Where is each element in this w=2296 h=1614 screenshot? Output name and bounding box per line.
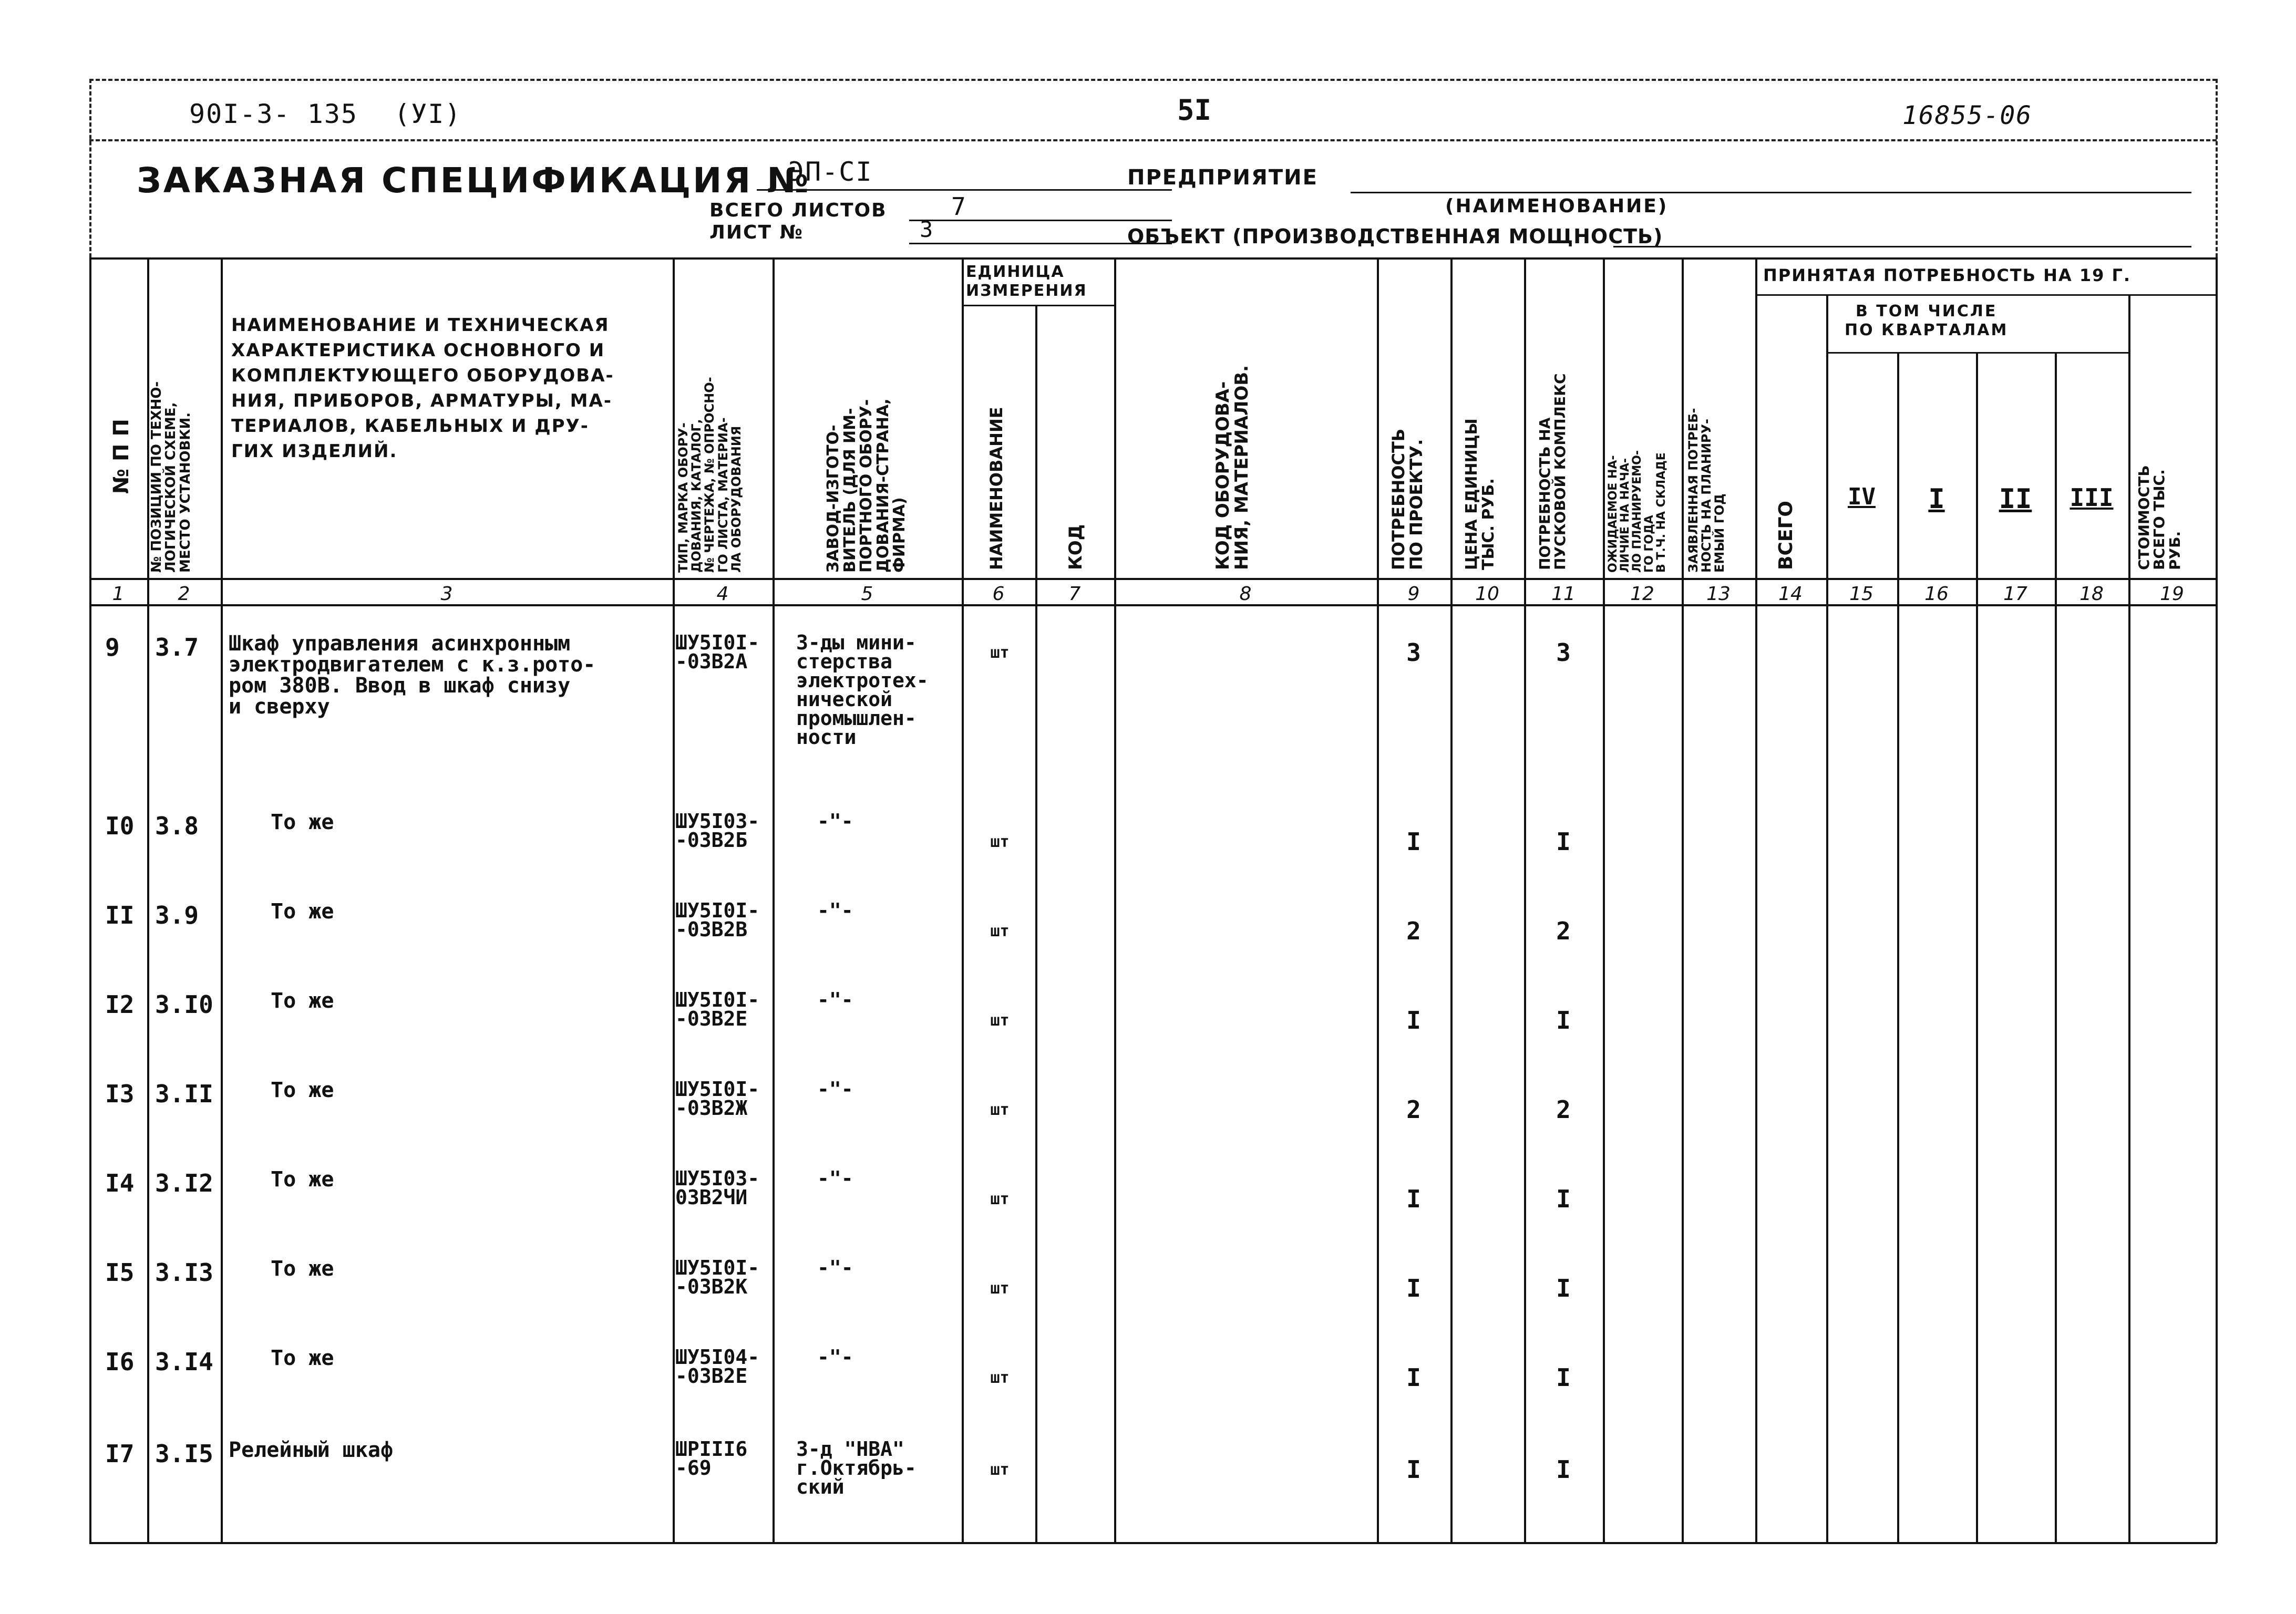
row-need-project: I — [1406, 1455, 1421, 1484]
column-number: 2 — [178, 583, 190, 605]
row-type-mark: ШУ5I04- -03В2Е — [675, 1346, 760, 1388]
row-position: 3.I4 — [155, 1348, 213, 1376]
column-number: 18 — [2079, 583, 2104, 605]
object-label: ОБЪЕКТ (ПРОИЗВОДСТВЕННАЯ МОЩНОСТЬ) — [1127, 225, 1663, 248]
header-col-1: № П П — [109, 419, 133, 494]
header-col-19: СТОИМОСТЬ ВСЕГО ТЫС. РУБ. — [2135, 465, 2184, 570]
enterprise-line — [1351, 192, 2191, 193]
enterprise-label: ПРЕДПРИЯТИЕ — [1127, 165, 1318, 190]
row-item-name: То же — [271, 1346, 334, 1370]
row-position: 3.9 — [155, 901, 199, 929]
row-type-mark: ШУ5I0I- -03В2К — [675, 1256, 760, 1298]
doc-suffix: (УI) — [394, 99, 462, 129]
row-item-name: Шкаф управления асинхронным электродвигателем с к.з.рото- ром 380В. Ввод в шкаф снизу и сверху — [229, 632, 596, 719]
column-number: 6 — [992, 583, 1005, 605]
unit-group-line — [962, 305, 1114, 306]
row-unit: шт — [990, 1279, 1010, 1298]
total-sheets-label: ВСЕГО ЛИСТОВ — [709, 200, 887, 221]
row-need-start-complex: I — [1556, 827, 1571, 856]
header-quarter-3: III — [2070, 483, 2114, 512]
row-need-start-complex: I — [1556, 1455, 1571, 1484]
column-number: 7 — [1068, 583, 1081, 605]
header-quarter-2: II — [1999, 483, 2032, 515]
column-number: 17 — [2003, 583, 2027, 605]
name-caption: (НАИМЕНОВАНИЕ) — [1445, 195, 1669, 217]
row-need-project: I — [1406, 1274, 1421, 1302]
row-number: I6 — [105, 1348, 135, 1376]
col-line-15 — [1897, 352, 1899, 1543]
header-quarter-1: I — [1928, 483, 1945, 515]
row-position: 3.I5 — [155, 1440, 213, 1468]
row-need-start-complex: I — [1556, 1274, 1571, 1302]
column-number: 12 — [1630, 583, 1654, 605]
header-col-12: ОЖИДАЕМОЕ НА- ЛИЧИЕ НА НАЧА- ЛО ПЛАНИРУЕМО- ГО ГОДА В Т.Ч. НА СКЛАДЕ — [1607, 450, 1669, 573]
column-number: 3 — [440, 583, 453, 605]
column-number: 10 — [1475, 583, 1499, 605]
row-number: I7 — [105, 1440, 135, 1468]
header-col-10: ЦЕНА ЕДИНИЦЫ ТЫС. РУБ. — [1463, 418, 1498, 570]
row-number: I4 — [105, 1169, 135, 1197]
total-sheets-value: 7 — [951, 192, 967, 221]
row-manufacturer: -"- — [817, 899, 853, 922]
doc-code: 90I-3- 135 — [189, 99, 358, 129]
sheet-number: 3 — [920, 216, 934, 242]
col-line-12 — [1682, 257, 1684, 1543]
column-number: 14 — [1778, 583, 1803, 605]
row-manufacturer: -"- — [817, 1256, 853, 1279]
col-line-7 — [1114, 257, 1116, 1543]
row-position: 3.7 — [155, 633, 199, 661]
header-separator-line — [89, 139, 2217, 141]
header-col-2: № ПОЗИЦИИ ПО ТЕХНО- ЛОГИЧЕСКОЙ СХЕМЕ, МЕСТО УСТАНОВКИ. — [149, 381, 193, 573]
col-line-6 — [1035, 305, 1037, 1543]
column-number: 1 — [112, 583, 125, 605]
header-quarters-group: В ТОМ ЧИСЛЕ ПО КВАРТАЛАМ — [1845, 302, 2009, 339]
column-number: 19 — [2160, 583, 2184, 605]
row-need-project: 2 — [1406, 917, 1421, 945]
row-unit: шт — [990, 1461, 1010, 1479]
row-unit: шт — [990, 833, 1010, 851]
header-bottom-line — [89, 578, 2217, 580]
row-need-project: 3 — [1406, 638, 1421, 667]
column-number: 5 — [861, 583, 873, 605]
row-type-mark: ШУ5I0I- -03В2Ж — [675, 1078, 760, 1120]
header-col-7: КОД — [1065, 524, 1086, 570]
header-col-6: НАИМЕНОВАНИЕ — [986, 407, 1006, 570]
column-number: 15 — [1849, 583, 1873, 605]
row-type-mark: ШУ5I03- 03В2ЧИ — [675, 1167, 760, 1209]
row-need-project: I — [1406, 827, 1421, 856]
row-number: I0 — [105, 812, 135, 840]
row-need-start-complex: 2 — [1556, 917, 1571, 945]
row-number: II — [105, 901, 135, 929]
column-number: 13 — [1706, 583, 1731, 605]
row-item-name: То же — [271, 810, 334, 834]
row-need-start-complex: I — [1556, 1185, 1571, 1213]
row-unit: шт — [990, 1011, 1010, 1030]
col-line-9 — [1450, 257, 1453, 1543]
row-need-project: I — [1406, 1363, 1421, 1392]
col-line-17 — [2055, 352, 2057, 1543]
header-accepted-group: ПРИНЯТАЯ ПОТРЕБНОСТЬ НА 19 Г. — [1763, 265, 2132, 285]
row-manufacturer: -"- — [817, 810, 853, 833]
row-type-mark: ШУ5I03- -03В2Б — [675, 810, 760, 852]
sheet-label: ЛИСТ № — [709, 222, 804, 243]
row-number: I3 — [105, 1080, 135, 1108]
header-col-13: ЗАЯВЛЕННАЯ ПОТРЕБ- НОСТЬ НА ПЛАНИРУ- ЕМЫЙ ГОД — [1686, 408, 1727, 573]
row-position: 3.I0 — [155, 990, 213, 1019]
header-col-11: ПОТРЕБНОСТЬ НА ПУСКОВОЙ КОМПЛЕКС — [1536, 373, 1569, 570]
row-type-mark: ШУ5I0I- -03В2Е — [675, 988, 760, 1030]
col-line-4 — [773, 257, 775, 1543]
row-need-project: I — [1406, 1185, 1421, 1213]
row-need-project: 2 — [1406, 1095, 1421, 1124]
row-position: 3.I3 — [155, 1258, 213, 1287]
column-number: 4 — [716, 583, 729, 605]
row-item-name: То же — [271, 989, 334, 1013]
row-item-name: То же — [271, 899, 334, 924]
object-line — [1613, 246, 2191, 247]
header-col-14: ВСЕГО — [1775, 501, 1797, 570]
quarters-group-line — [1826, 352, 2128, 354]
row-position: 3.I2 — [155, 1169, 213, 1197]
accepted-group-line — [1755, 294, 2217, 296]
col-line-14 — [1826, 294, 1828, 1543]
spec-number: ЭП-CI — [788, 157, 873, 187]
row-need-start-complex: 3 — [1556, 638, 1571, 667]
row-unit: шт — [990, 1369, 1010, 1387]
col-line-10 — [1524, 257, 1526, 1543]
row-unit: шт — [990, 1101, 1010, 1119]
row-manufacturer: -"- — [817, 1078, 853, 1101]
table-right-border — [2216, 257, 2218, 1543]
spec-number-underline — [757, 189, 1172, 191]
row-unit: шт — [990, 922, 1010, 940]
row-item-name: То же — [271, 1257, 334, 1281]
col-line-8 — [1377, 257, 1379, 1543]
header-col-8: КОД ОБОРУДОВА- НИЯ, МАТЕРИАЛОВ. — [1212, 365, 1252, 570]
col-line-2 — [221, 257, 223, 1543]
row-need-start-complex: I — [1556, 1363, 1571, 1392]
row-need-start-complex: 2 — [1556, 1095, 1571, 1124]
col-line-16 — [1976, 352, 1978, 1543]
col-line-13 — [1755, 257, 1757, 1543]
row-manufacturer: -"- — [817, 988, 853, 1011]
archive-number: 16855-06 — [1902, 101, 2033, 130]
row-manufacturer: -"- — [817, 1167, 853, 1190]
row-number: 9 — [105, 633, 120, 661]
header-col-4: ТИП, МАРКА ОБОРУ- ДОВАНИЯ, КАТАЛОГ, № ЧЕРТЕЖА, № ОПРОСНО- ГО ЛИСТА, МАТЕРИА- ЛА ОБОРУДОВАНИЯ — [676, 377, 744, 573]
row-unit: шт — [990, 1190, 1010, 1208]
table-left-border — [89, 257, 91, 1543]
column-number: 8 — [1239, 583, 1252, 605]
page-number: 5I — [1177, 94, 1212, 127]
row-need-start-complex: I — [1556, 1006, 1571, 1034]
header-col-5: ЗАВОД-ИЗГОТО- ВИТЕЛЬ (ДЛЯ ИМ- ПОРТНОГО ОБОРУ- ДОВАНИЯ-СТРАНА, ФИРМА) — [824, 398, 909, 573]
row-position: 3.II — [155, 1080, 213, 1108]
row-type-mark: ШУ5I0I- -03В2В — [675, 899, 760, 941]
row-need-project: I — [1406, 1006, 1421, 1034]
column-number: 11 — [1551, 583, 1576, 605]
row-manufacturer: -"- — [817, 1346, 853, 1369]
header-quarter-4: IV — [1848, 483, 1876, 510]
row-manufacturer: З-ды мини- стерства электротех- нической промышлен- ности — [796, 631, 929, 749]
spec-title: ЗАКАЗНАЯ СПЕЦИФИКАЦИЯ № — [137, 160, 811, 201]
col-line-11 — [1603, 257, 1605, 1543]
frame-right-dashed — [2216, 79, 2218, 257]
row-number: I5 — [105, 1258, 135, 1287]
total-sheets-underline — [909, 220, 1172, 221]
column-number: 16 — [1924, 583, 1949, 605]
row-position: 3.8 — [155, 812, 199, 840]
header-col-9: ПОТРЕБНОСТЬ ПО ПРОЕКТУ. — [1388, 428, 1426, 570]
row-manufacturer: З-д "НВА" г.Октябрь- ский — [796, 1437, 917, 1498]
col-line-18 — [2128, 294, 2130, 1543]
frame-top-border — [89, 79, 2217, 81]
row-type-mark: ШУ5I0I- -03В2А — [675, 631, 760, 673]
row-item-name: То же — [271, 1078, 334, 1102]
specification-sheet — [89, 79, 2218, 1542]
header-unit-group: ЕДИНИЦА ИЗМЕРЕНИЯ — [966, 263, 1087, 300]
row-type-mark: ШРIII6 -69 — [675, 1437, 748, 1480]
row-item-name: То же — [271, 1167, 334, 1192]
row-number: I2 — [105, 990, 135, 1019]
table-top-border — [89, 257, 2217, 260]
row-item-name: Релейный шкаф — [229, 1438, 394, 1462]
row-unit: шт — [990, 644, 1010, 662]
header-col-3: НАИМЕНОВАНИЕ И ТЕХНИЧЕСКАЯ ХАРАКТЕРИСТИКА ОСНОВНОГО И КОМПЛЕКТУЮЩЕГО ОБОРУДОВА- НИЯ, ПРИБОРОВ, АРМАТУРЫ, МА- ТЕРИАЛОВ, КАБЕЛЬНЫХ И ДРУ- ГИХ ИЗДЕЛИЙ. — [231, 315, 614, 462]
frame-left-dashed — [89, 79, 91, 257]
column-number: 9 — [1407, 583, 1420, 605]
